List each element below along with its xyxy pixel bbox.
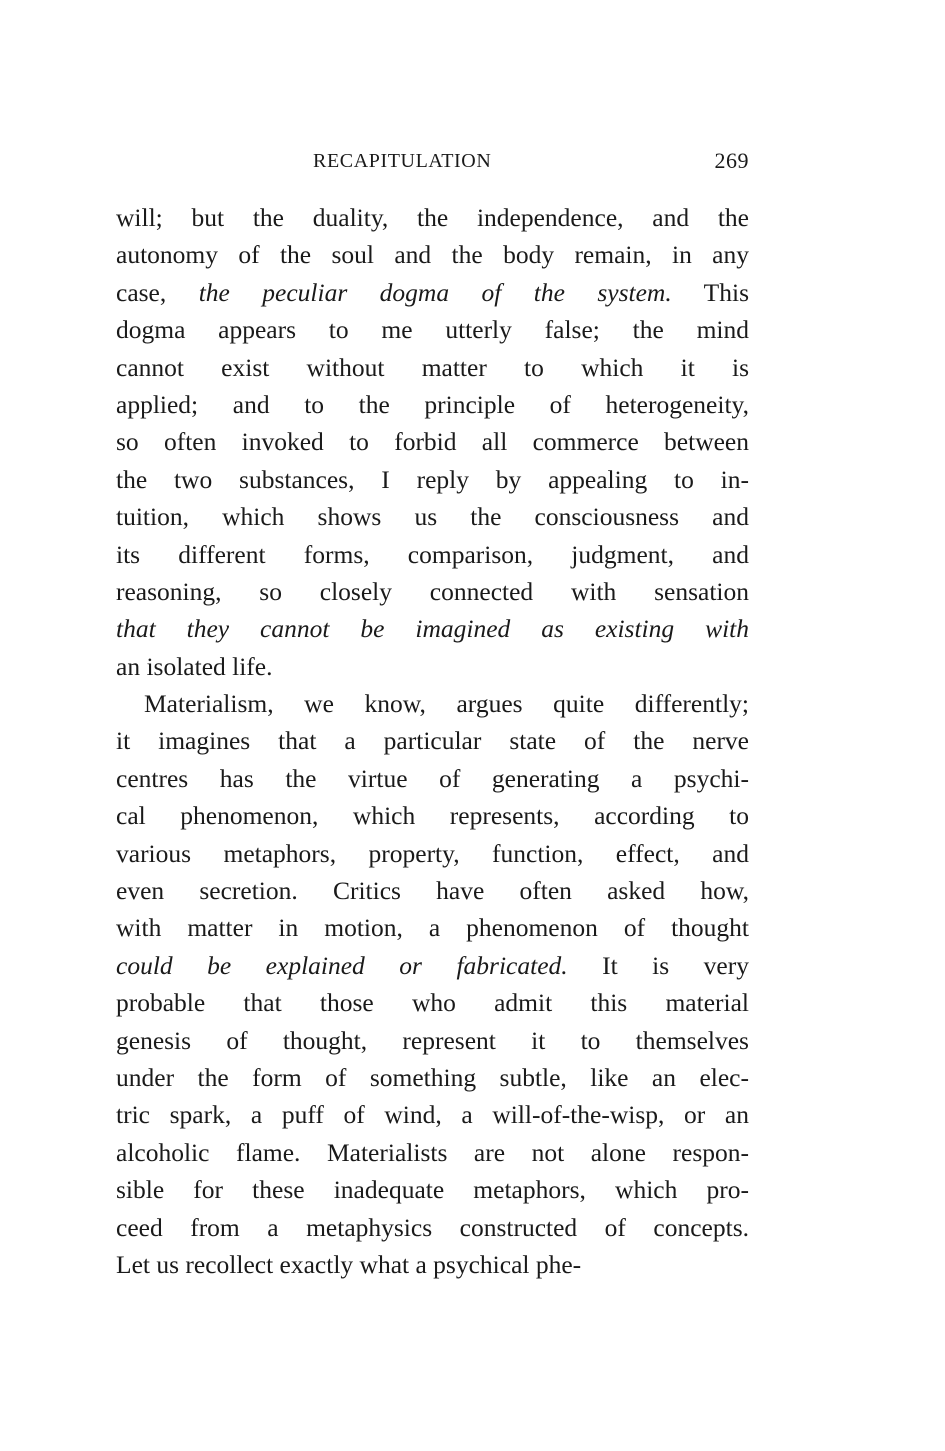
text-run: the two substances, I reply by appealing to in- — [116, 464, 749, 494]
text-run: sible for these inadequate metaphors, which pro- — [116, 1175, 749, 1205]
text-line — [116, 1134, 749, 1171]
text-line — [116, 1209, 749, 1246]
text-line — [116, 909, 749, 946]
text-run: It is very — [567, 950, 749, 980]
text-run: case, — [116, 277, 199, 307]
italic-text: that they cannot be imagined as existing with — [116, 614, 749, 644]
book-page — [116, 146, 749, 1283]
text-run: Materialism, we know, argues quite differently; — [144, 689, 749, 719]
text-run: with matter in motion, a phenomenon of thought — [116, 913, 749, 943]
text-run: tric spark, a puff of wind, a will-of-the-wisp, or an — [116, 1100, 749, 1130]
text-line — [116, 274, 749, 311]
italic-text: the peculiar dogma of the system. — [198, 277, 672, 307]
text-run: tuition, which shows us the consciousness and — [116, 502, 749, 532]
text-line — [116, 722, 749, 759]
text-line — [116, 1096, 749, 1133]
text-line — [116, 835, 749, 872]
text-line — [116, 423, 749, 460]
text-line — [116, 984, 749, 1021]
text-line — [116, 947, 749, 984]
text-run: various metaphors, property, function, effect, and — [116, 838, 749, 868]
paragraph — [116, 685, 749, 1283]
text-line — [116, 498, 749, 535]
text-run: will; but the duality, the independence, and the — [116, 203, 749, 232]
text-line — [116, 536, 749, 573]
text-run: cannot exist without matter to which it is — [116, 352, 749, 382]
text-run: alcoholic flame. Materialists are not alone respon- — [116, 1137, 749, 1167]
text-line — [116, 797, 749, 834]
text-run: probable that those who admit this material — [116, 988, 749, 1018]
text-line — [116, 461, 749, 498]
running-head — [116, 146, 749, 182]
text-line — [116, 685, 749, 722]
text-run: ceed from a metaphysics constructed of concepts. — [116, 1212, 749, 1242]
text-line — [116, 311, 749, 348]
text-run: an isolated life. — [116, 651, 273, 681]
text-run: under the form of something subtle, like an elec- — [116, 1062, 749, 1092]
text-run: genesis of thought, represent it to themselves — [116, 1025, 749, 1055]
text-line — [116, 573, 749, 610]
text-line — [116, 1022, 749, 1059]
text-line — [116, 386, 749, 423]
text-run: so often invoked to forbid all commerce between — [116, 427, 749, 457]
text-line — [116, 872, 749, 909]
text-line — [116, 349, 749, 386]
text-run: autonomy of the soul and the body remain, in any — [116, 240, 749, 270]
page-number: 269 — [714, 148, 749, 173]
running-title: RECAPITULATION — [313, 150, 492, 172]
text-line — [116, 236, 749, 273]
italic-text: could be explained or fabricated. — [116, 950, 568, 980]
text-run: cal phenomenon, which represents, according to — [116, 801, 749, 831]
text-run: applied; and to the principle of heterogeneity, — [116, 389, 749, 419]
text-line — [116, 199, 749, 236]
text-run: This — [671, 277, 749, 307]
text-run: centres has the virtue of generating a psychi- — [116, 763, 749, 793]
paragraph — [116, 199, 749, 685]
text-line — [116, 1246, 749, 1283]
text-line — [116, 1059, 749, 1096]
text-line — [116, 610, 749, 647]
text-run: Let us recollect exactly what a psychical phe- — [116, 1249, 582, 1279]
text-run: its different forms, comparison, judgment, and — [116, 539, 749, 569]
body-text — [116, 199, 749, 1283]
text-line — [116, 1171, 749, 1208]
text-run: it imagines that a particular state of the nerve — [116, 726, 749, 756]
text-run: dogma appears to me utterly false; the mind — [116, 315, 749, 345]
text-run: even secretion. Critics have often asked how, — [116, 876, 749, 906]
text-run: reasoning, so closely connected with sensation — [116, 576, 749, 606]
text-line — [116, 760, 749, 797]
text-line — [116, 648, 749, 685]
